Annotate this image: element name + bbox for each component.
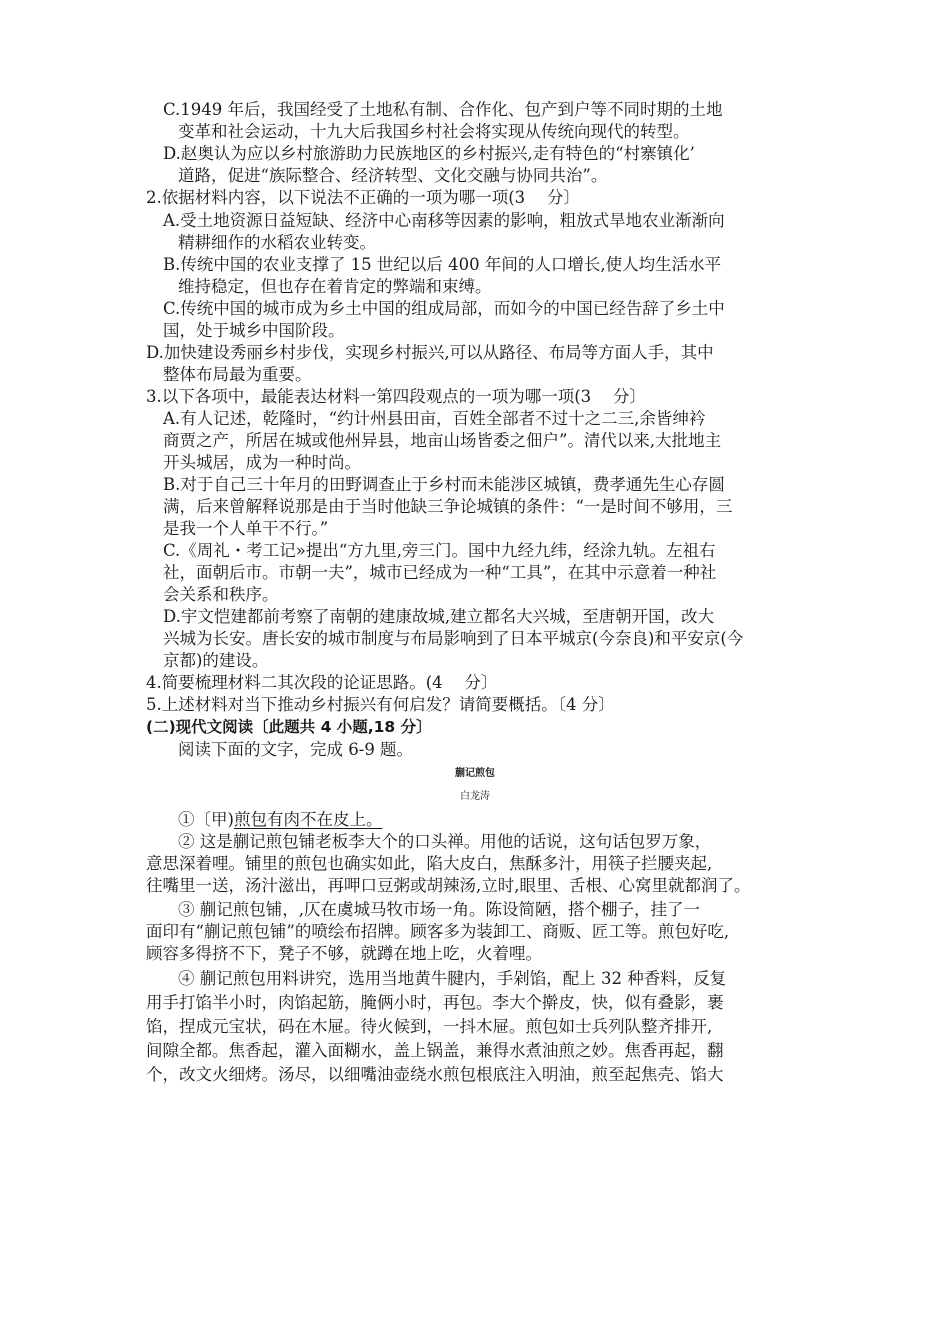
q1-option-c-line2: 变革和社会运动，十九大后我国乡村社会将实现从传统向现代的转型。	[178, 122, 690, 141]
story-paragraph-3-line1: ③ 蒯记煎包铺，,仄在虞城马牧市场一角。陈设简陋，搭个棚子，挂了一	[178, 900, 700, 919]
q3-option-a-line2: 商贾之产，所居在城或他州异县，地亩山场皆委之佃户”。清代以来,大批地主	[163, 431, 722, 450]
q3-option-b-line2: 满，后来曾解释说那是由于当时他缺三争论城镇的条件：“一是时间不够用，三	[163, 497, 733, 516]
story-paragraph-4-line5: 个，改文火细烤。汤尽，以细嘴油壶绕水煎包根底注入明油，煎至起焦壳、馅大	[146, 1065, 724, 1084]
q3-option-d-line3: 京都)的建设。	[163, 651, 269, 670]
q3-option-d-line1: D.宇文恺建都前考察了南朝的建康故城,建立都名大兴城，至唐朝开国，改大	[163, 607, 715, 626]
q5-stem: 5.上述材料对当下推动乡村振兴有何启发？请简要概括。〔4 分〕	[146, 695, 615, 714]
q4-stem: 4.简要梳理材料二其次段的论证思路。(4 分〕	[146, 673, 498, 692]
story-paragraph-4-line3: 馅，捏成元宝状，码在木屉。待火候到，一抖木屉。煎包如士兵列队整齐排开,	[146, 1017, 713, 1036]
underlined-sentence-jia: 煎包有肉不在皮上。	[233, 810, 383, 829]
story-paragraph-2-line3: 往嘴里一送，汤汁滋出，再呷口豆粥或胡辣汤,立时,眼里、舌根、心窝里就都润了。	[146, 876, 751, 895]
story-author: 白龙涛	[460, 791, 490, 802]
q3-option-c-line3: 会关系和秩序。	[163, 585, 279, 604]
paragraph-1-marker: ①〔甲)	[178, 810, 234, 829]
section-heading: (二)现代文阅读〔此题共 4 小题,18 分〕	[146, 718, 432, 736]
q2-option-c-line1: C.传统中国的城市成为乡土中国的组成局部，而如今的中国已经告辞了乡土中	[163, 299, 725, 318]
story-paragraph-4-line2: 用手打馅半小时，肉馅起筋，腌俩小时，再包。李大个擀皮，快，似有叠影，裹	[146, 993, 724, 1012]
story-paragraph-2-line1: ② 这是蒯记煎包铺老板李大个的口头禅。用他的话说，这句话包罗万象，	[178, 832, 712, 851]
story-paragraph-3-line2: 面印有“蒯记煎包铺”的喷绘布招牌。顾客多为装卸工、商贩、匠工等。煎包好吃,	[146, 922, 730, 941]
q1-option-c-line1: C.1949 年后，我国经受了土地私有制、合作化、包产到户等不同时期的土地	[163, 100, 723, 119]
story-paragraph-1	[178, 809, 382, 831]
q3-option-a-line1: A.有人记述，乾隆时，“约计州县田亩，百姓全部者不过十之二三,余皆绅衿	[163, 409, 706, 428]
q1-option-d-line1: D.赵奥认为应以乡村旅游助力民族地区的乡村振兴,走有特色的“村寨镇化’	[163, 144, 695, 163]
story-paragraph-2-line2: 意思深着哩。铺里的煎包也确实如此，陷大皮白，焦酥多汁，用筷子拦腰夹起,	[146, 854, 713, 873]
q2-stem: 2.依据材料内容，以下说法不正确的一项为哪一项(3 分〕	[146, 188, 580, 207]
q2-option-c-line2: 国，处于城乡中国阶段。	[163, 321, 345, 340]
q2-option-a-line1: A.受土地资源日益短缺、经济中心南移等因素的影响，粗放式旱地农业渐渐向	[163, 211, 725, 230]
story-paragraph-4-line4: 间隙全都。焦香起，灌入面糊水，盖上锅盖，兼得水煮油煎之妙。焦香再起，翻	[146, 1041, 724, 1060]
q2-option-b-line1: B.传统中国的农业支撑了 15 世纪以后 400 年间的人口增长,使人均生活水平	[163, 255, 722, 274]
q3-option-d-line2: 兴城为长安。唐长安的城市制度与布局影响到了日本平城京(今奈良)和平安京(今	[163, 629, 744, 648]
section-instruction: 阅读下面的文字，完成 6-9 题。	[178, 740, 414, 759]
story-paragraph-3-line3: 顾容多得挤不下，凳子不够，就蹲在地上吃，火着哩。	[146, 944, 542, 963]
q3-option-a-line3: 开头城居，成为一种时尚。	[163, 453, 361, 472]
q2-option-d-line2: 整体布局最为重要。	[163, 365, 312, 384]
q3-option-b-line3: 是我一个人单干不行。”	[163, 519, 329, 538]
q3-option-c-line2: 社，面朝后市。市朝一夫”，城市已经成为一种“工具”，在其中示意着一种社	[163, 563, 717, 582]
q3-option-c-line1: C.《周礼・考工记»提出“方九里,旁三门。国中九经九纬，经涂九轨。左祖右	[163, 541, 716, 560]
q2-option-a-line2: 精耕细作的水稻农业转变。	[178, 233, 376, 252]
story-paragraph-4-line1: ④ 蒯记煎包用料讲究，选用当地黄牛腱内，手剁馅，配上 32 种香料，反复	[178, 969, 727, 988]
q3-option-b-line1: B.对于自己三十年月的田野调查止于乡村而未能涉区城镇，费孝通先生心存圆	[163, 475, 725, 494]
q2-option-d-line1: D.加快建设秀丽乡村步伐，实现乡村振兴,可以从路径、布局等方面人手，其中	[146, 343, 714, 362]
q1-option-d-line2: 道路，促进“族际整合、经济转型、文化交融与协同共治”。	[178, 166, 608, 185]
q2-option-b-line2: 维持稳定，但也存在着肯定的弊端和束缚。	[178, 277, 492, 296]
story-title: 蒯记煎包	[455, 768, 495, 779]
q3-stem: 3.以下各项中，最能表达材料一第四段观点的一项为哪一项(3 分〕	[146, 387, 646, 406]
